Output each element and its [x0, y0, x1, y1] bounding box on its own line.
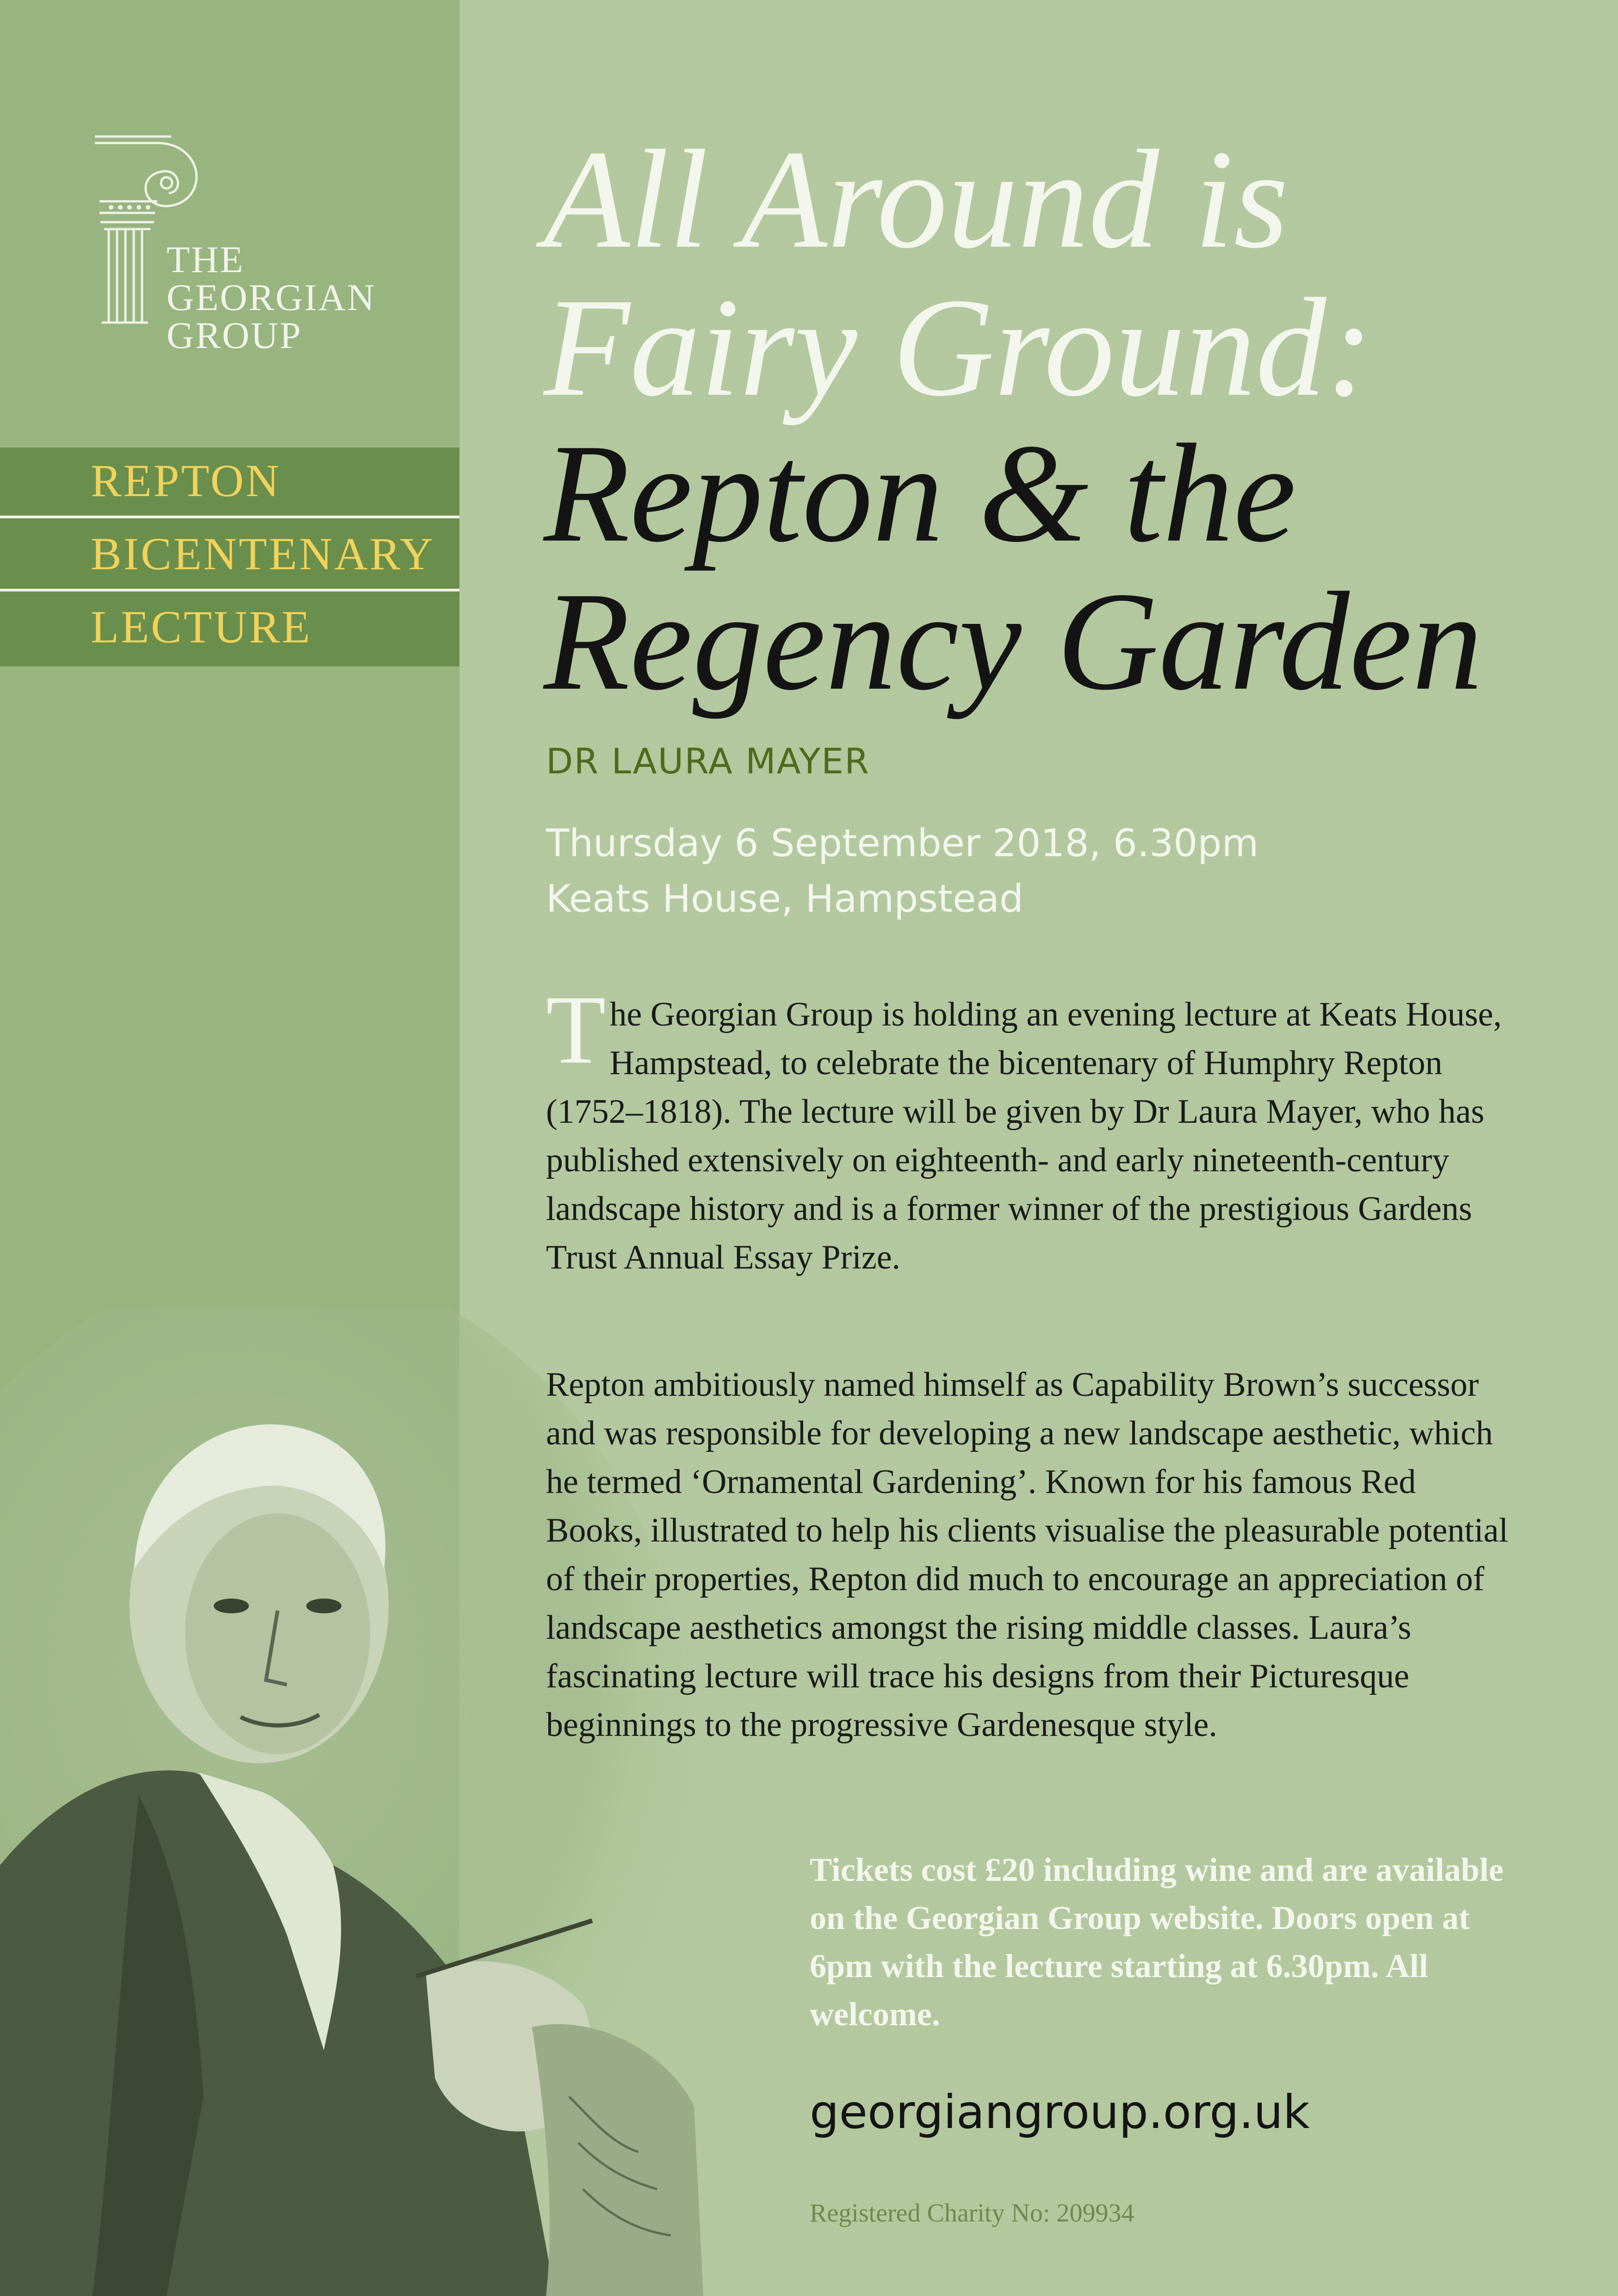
band-divider [0, 589, 459, 591]
description-paragraph: Repton ambitiously named himself as Capability Brown’s successor and was responsible for developing a new landscape aesthetic, which he termed ‘Ornamental Gardening’. Known for his famous Red Books, illustrated to help his clients visualise the pleasurable potential of their properties, Repton did much to encourage an appreciation of landscape aesthetics amongst the rising middle classes. Laura’s fascinating lecture will trace his designs from their Picturesque beginnings to the progressive Gardenesque style. [546, 1366, 1508, 1744]
band-divider [0, 516, 459, 518]
title-line-3: Repton & the [544, 415, 1296, 571]
logo-text-georgian: GEORGIAN [167, 276, 376, 318]
series-label-lecture: LECTURE [91, 601, 312, 653]
logo-text-the: THE [167, 238, 245, 280]
title-line-1: All Around is [544, 121, 1289, 277]
title-line-2: Fairy Ground: [544, 269, 1374, 425]
event-venue: Keats House, Hampstead [546, 877, 1023, 921]
title-line-4: Regency Garden [544, 563, 1483, 719]
logo-text-group: GROUP [167, 314, 302, 356]
drop-cap: T [546, 975, 606, 1084]
speaker-name: DR LAURA MAYER [546, 740, 870, 782]
intro-paragraph [546, 975, 1513, 1282]
ticket-info: Tickets cost £20 including wine and are available on the Georgian Group website. Doors open at 6pm with the lecture starting at 6.30pm. All welcome. [810, 1851, 1504, 2033]
series-band [0, 448, 459, 666]
series-label-repton: REPTON [91, 455, 281, 506]
intro-paragraph-text: he Georgian Group is holding an evening lecture at Keats House, Hampstead, to celebrate the bicentenary of Humphry Repton (1752–1818). The lecture will be given by Dr Laura Mayer, who has published extensively on eighteenth- and early nineteenth-century landscape history and is a former winner of the prestigious Gardens Trust Annual Essay Prize. [546, 996, 1502, 1276]
event-date: Thursday 6 September 2018, 6.30pm [546, 821, 1259, 865]
website-link[interactable]: georgiangroup.org.uk [810, 2085, 1310, 2139]
charity-number: Registered Charity No: 209934 [810, 2199, 1134, 2228]
series-label-bicentenary: BICENTENARY [91, 528, 435, 579]
